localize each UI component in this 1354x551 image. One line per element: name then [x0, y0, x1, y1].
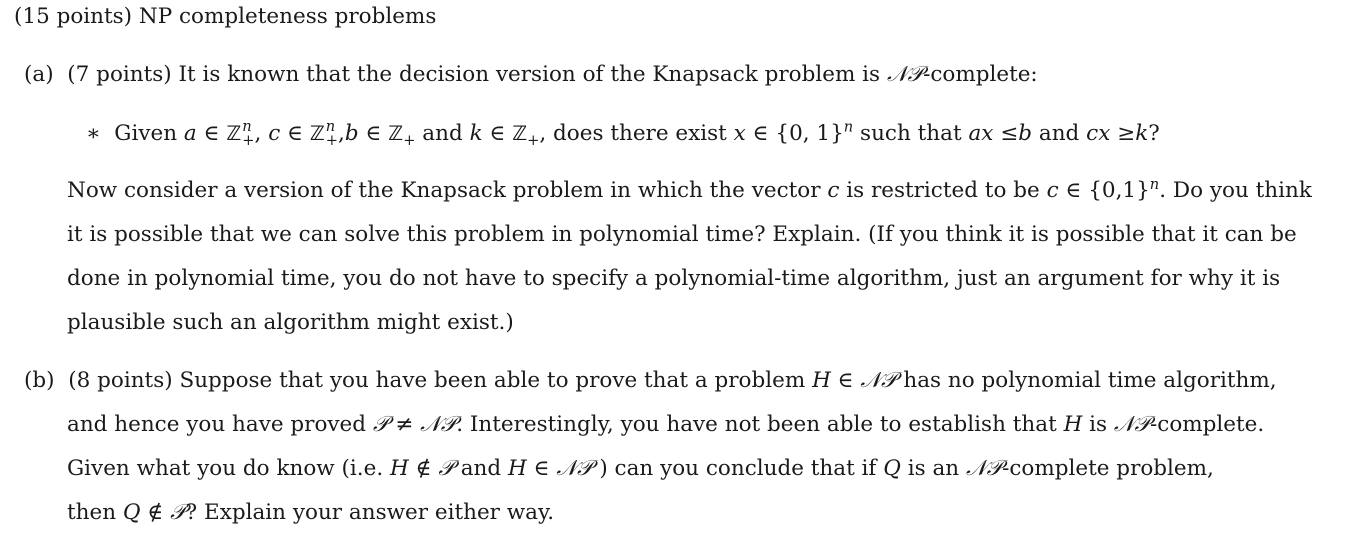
comma: , [254, 120, 262, 146]
text: ) can you conclude that if [599, 456, 877, 481]
part-a-para-line-1 [67, 175, 1312, 203]
integers-symbol: ℤ [388, 121, 404, 145]
part-a-label: (a) [24, 62, 54, 87]
in-symbol: ∈ [287, 120, 304, 146]
text: is an [907, 456, 960, 481]
text: -complete problem, [1002, 456, 1214, 481]
var-h: H [390, 456, 409, 481]
text: ? Explain your answer either way. [185, 500, 555, 525]
var-q: Q [122, 500, 141, 525]
integers-symbol: ℤ [512, 121, 528, 145]
in-symbol: ∈ [752, 120, 769, 146]
np-symbol: 𝒩𝒫 [420, 412, 457, 437]
p-symbol: 𝒫 [372, 412, 389, 437]
var-b: b [1018, 120, 1033, 146]
text: Suppose that you have been able to prove that a problem [179, 368, 806, 393]
np-symbol: 𝒩𝒫 [966, 456, 1003, 481]
var-c: c [268, 120, 281, 146]
in-symbol: ∈ [489, 120, 506, 146]
n-sup: n [843, 118, 854, 136]
bullet-marker: ∗ [86, 120, 101, 146]
knapsack-statement [86, 120, 1160, 148]
z-sup-sub: n + [242, 118, 255, 149]
problem-header: (15 points) NP completeness problems [14, 4, 437, 29]
and-word: and [422, 120, 463, 146]
p-symbol: 𝒫 [170, 500, 186, 525]
text: Now consider a version of the Knapsack problem in which the vector [67, 178, 821, 203]
np-symbol: 𝒩𝒫 [886, 62, 924, 87]
var-q: Q [883, 456, 901, 481]
in-symbol: ∈ [365, 120, 382, 146]
text: and hence you have proved [67, 412, 367, 437]
and-word: and [1038, 120, 1080, 146]
part-a-heading [24, 62, 1038, 87]
var-h: H [508, 456, 527, 481]
text: is [1089, 412, 1108, 437]
part-b-line-3 [67, 456, 1214, 481]
text: and [460, 456, 502, 481]
notin-symbol: ∉ [415, 456, 432, 481]
np-symbol: 𝒩𝒫 [556, 456, 593, 481]
part-b-line-1 [24, 368, 1277, 393]
ge-symbol: ≥ [1117, 120, 1136, 146]
le-symbol: ≤ [1000, 120, 1019, 146]
part-b-line-4 [67, 500, 554, 525]
does-exist-text: , does there exist [539, 120, 727, 146]
in-symbol: ∈ [203, 120, 220, 146]
np-symbol: 𝒩𝒫 [860, 368, 897, 393]
question-mark: ? [1148, 120, 1160, 146]
such-that-text: such that [860, 120, 962, 146]
binary-set: {0, 1} [775, 120, 844, 146]
in-symbol: ∈ [533, 456, 550, 481]
n-sup: n [1149, 175, 1160, 193]
np-symbol: 𝒩𝒫 [1113, 412, 1151, 437]
var-k: k [1135, 120, 1149, 146]
var-b: b [344, 120, 359, 146]
expr-ax: ax [968, 120, 994, 146]
notin-symbol: ∉ [147, 500, 164, 525]
part-a-para-line-4: plausible such an algorithm might exist.) [67, 310, 514, 335]
text: -complete. [1150, 412, 1265, 437]
integers-symbol: ℤ [226, 121, 242, 145]
in-symbol: ∈ [1065, 178, 1082, 203]
binary-set: {0,1} [1088, 178, 1150, 203]
text: . Do you think [1159, 178, 1312, 203]
comma: , [338, 120, 345, 146]
var-h: H [1063, 412, 1083, 437]
text: is restricted to be [846, 178, 1040, 203]
var-c: c [827, 178, 840, 203]
part-b-points: (8 points) [68, 368, 173, 393]
part-b-line-2 [67, 412, 1264, 437]
var-x: x [733, 120, 746, 146]
part-a-intro: It is known that the decision version of the Knapsack problem is [178, 62, 881, 87]
var-c: c [1046, 178, 1059, 203]
p-symbol: 𝒫 [438, 456, 454, 481]
var-h: H [812, 368, 831, 393]
plus-sub: + [527, 132, 540, 150]
neq-symbol: ≠ [395, 412, 414, 437]
part-a-intro-end: -complete: [923, 62, 1038, 87]
expr-cx: cx [1086, 120, 1111, 146]
part-a-points: (7 points) [67, 62, 172, 87]
integers-symbol: ℤ [309, 121, 325, 145]
text: Given what you do know (i.e. [67, 456, 384, 481]
var-a: a [183, 120, 197, 146]
text: . Interestingly, you have not been able to establish that [456, 412, 1057, 437]
plus-sub: + [403, 132, 416, 150]
part-b-label: (b) [24, 368, 55, 393]
given-word: Given [114, 120, 178, 146]
part-a-para-line-2: it is possible that we can solve this problem in polynomial time? Explain. (If you think it is possible that it can be [67, 222, 1297, 247]
in-symbol: ∈ [837, 368, 854, 393]
var-k: k [469, 120, 483, 146]
text: then [67, 500, 117, 525]
part-a-para-line-3: done in polynomial time, you do not have to specify a polynomial-time algorithm, just an argument for why it is [67, 266, 1281, 291]
text: has no polynomial time algorithm, [903, 368, 1277, 393]
z-sup-sub: n + [325, 118, 339, 149]
